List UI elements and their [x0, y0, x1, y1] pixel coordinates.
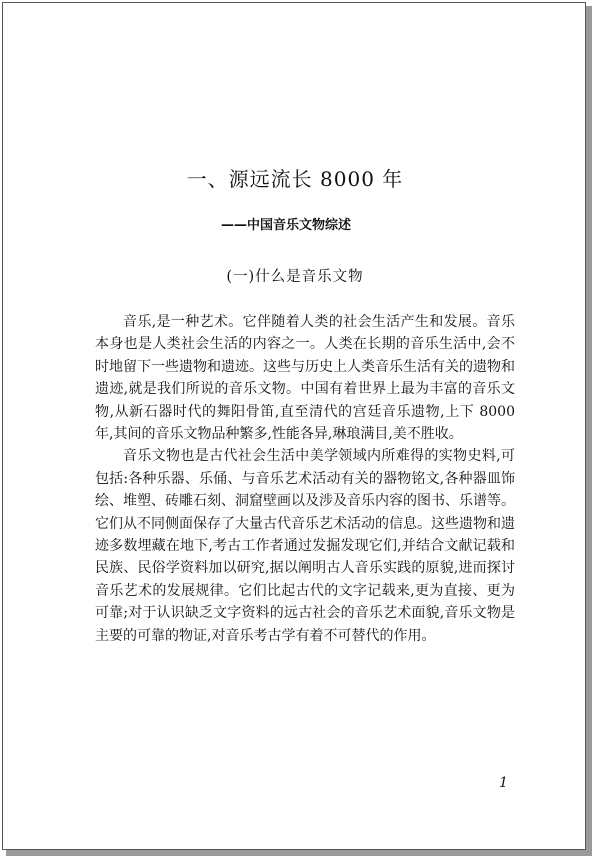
- paragraph-2: 音乐文物也是古代社会生活中美学领域内所难得的实物史料,可包括:各种乐器、乐俑、与音乐艺术活动有关的器物铭文,各种器皿饰绘、堆塑、砖雕石刻、洞窟壁画以及涉及音乐内容的图书、乐谱等。它们从不同侧面保存了大量古代音乐艺术活动的信息。这些遗物和遗迹多数埋藏在地下,考古工作者通过发掘发现它们,并结合文献记载和民族、民俗学资料加以研究,据以阐明古人音乐实践的原貌,进而探讨音乐艺术的发展规律。它们比起古代的文字记载来,更为直接、更为可靠;对于认识缺乏文字资料的远古社会的音乐艺术面貌,音乐文物是主要的可靠的物证,对音乐考古学有着不可替代的作用。: [95, 448, 515, 644]
- chapter-subtitle: ——中国音乐文物综述: [221, 218, 352, 233]
- document-page: [2, 2, 586, 850]
- section-heading: (一)什么是音乐文物: [226, 269, 364, 285]
- page-number: 1: [499, 775, 508, 791]
- paragraph-1: 音乐,是一种艺术。它伴随着人类的社会生活产生和发展。音乐本身也是人类社会生活的内容之一。人类在长期的音乐生活中,会不时地留下一些遗物和遗迹。这些与历史上人类音乐生活有关的遗物和遗迹,就是我们所说的音乐文物。中国有着世界上最为丰富的音乐文物,从新石器时代的舞阳骨笛,直至清代的宫廷音乐遗物,上下 8000 年,其间的音乐文物品种繁多,性能各异,琳琅满目,美不胜收。: [95, 314, 515, 443]
- chapter-title: 一、源远流长 8000 年: [186, 167, 404, 191]
- body-text: [95, 311, 515, 647]
